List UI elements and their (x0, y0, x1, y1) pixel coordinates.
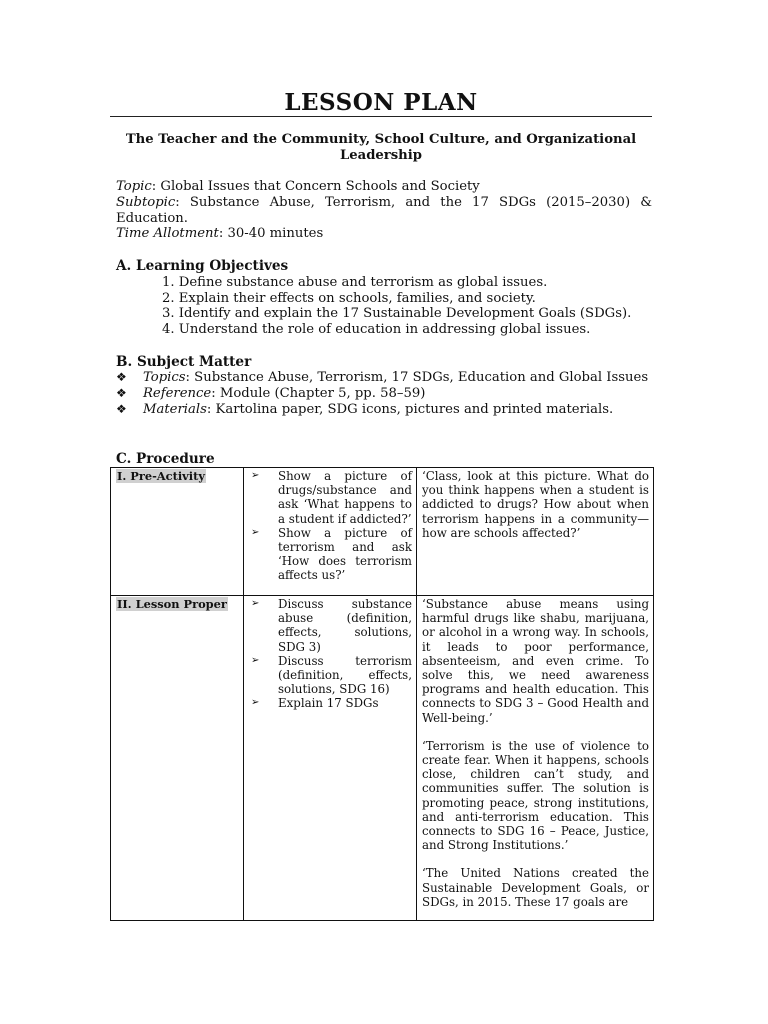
item-label: Reference (143, 386, 212, 401)
arrow-bullet-icon: ➢ (251, 697, 260, 709)
document-title: LESSON PLAN (284, 89, 478, 116)
item-label: Topics (143, 370, 186, 385)
objective-item: 4. Understand the role of education in addressing global issues. (162, 321, 591, 337)
title-underline (110, 116, 652, 117)
activities-cell (244, 596, 417, 921)
course-subtitle: The Teacher and the Community, School Culture, and Organizational Leadership (125, 132, 637, 163)
item-label: Materials (143, 402, 207, 417)
activity-text: Show a picture of drugs/substance and ask ‘What happens to a student if addicted?’ (278, 469, 412, 526)
topic-label: Topic (116, 179, 152, 194)
script-paragraph: ‘The United Nations created the Sustainable Development Goals, or SDGs, in 2015. These 17 goals are (422, 866, 649, 909)
activity-item (249, 696, 412, 710)
activity-item (249, 597, 412, 654)
subject-matter-item: ❖ Topics: Substance Abuse, Terrorism, 17 SDGs, Education and Global Issues (116, 370, 649, 385)
subject-matter-list (116, 370, 652, 418)
activity-text: Discuss terrorism (definition, effects, solutions, SDG 16) (278, 653, 412, 697)
objectives-list (162, 275, 652, 337)
teacher-script-cell (417, 596, 654, 921)
script-paragraph: ‘Class, look at this picture. What do you think happens when a student is addicted to drugs? How about when terrorism happens in a community—how are schools affected?’ (422, 469, 649, 540)
subtopic-label: Subtopic (116, 195, 176, 210)
activity-item (249, 469, 412, 526)
time-allotment-line: Time Allotment: 30-40 minutes (116, 226, 324, 241)
subtopic-value: Substance Abuse, Terrorism, and the 17 SDGs (2015–2030) & Education. (116, 195, 653, 226)
table-row (111, 468, 654, 596)
activity-text: Explain 17 SDGs (278, 696, 379, 711)
diamond-bullet-icon: ❖ (116, 386, 127, 400)
procedure-heading: C. Procedure (116, 451, 215, 467)
arrow-bullet-icon: ➢ (251, 598, 260, 609)
item-text: Module (Chapter 5, pp. 58–59) (219, 386, 426, 401)
objective-item: 2. Explain their effects on schools, families, and society. (162, 290, 536, 306)
subject-matter-item: ❖ Reference: Module (Chapter 5, pp. 58–59) (116, 386, 426, 401)
objective-item: 3. Identify and explain the 17 Sustainable Development Goals (SDGs). (162, 306, 632, 321)
procedure-table (110, 467, 654, 921)
item-text: Kartolina paper, SDG icons, pictures and printed materials. (215, 402, 614, 417)
activity-text: Show a picture of terrorism and ask ‘How does terrorism affects us?’ (278, 525, 412, 583)
teacher-script-cell (417, 468, 654, 596)
phase-cell (111, 596, 244, 921)
objective-item: 1. Define substance abuse and terrorism as global issues. (162, 275, 548, 290)
script-paragraph: ‘Substance abuse means using harmful drugs like shabu, marijuana, or alcohol in a wrong way. In schools, it leads to poor performance, absenteeism, and even crime. To solve this, we need awareness programs and health education. This connects to SDG 3 – Good Health and Well-being.’ (422, 597, 649, 725)
subtopic-line: Subtopic: Substance Abuse, Terrorism, and the 17 SDGs (2015–2030) & Education. (116, 195, 653, 226)
activities-cell (244, 468, 417, 596)
time-value: 30-40 minutes (227, 226, 324, 241)
arrow-bullet-icon: ➢ (251, 654, 260, 666)
phase-label: I. Pre-Activity (117, 469, 205, 483)
activity-text: Discuss substance abuse (definition, effects, solutions, SDG 3) (278, 597, 412, 654)
topic-line: Topic: Global Issues that Concern Schools and Society (116, 179, 480, 194)
learning-objectives-heading: A. Learning Objectives (116, 258, 289, 274)
diamond-bullet-icon: ❖ (116, 402, 127, 416)
script-paragraph: ‘Terrorism is the use of violence to create fear. When it happens, schools close, children can’t study, and communities suffer. The solution is promoting peace, strong institutions, and anti-terrorism education. This connects to SDG 16 – Peace, Justice, and Strong Institutions.’ (422, 738, 649, 853)
phase-label: II. Lesson Proper (117, 597, 227, 611)
topic-value: Global Issues that Concern Schools and Society (160, 179, 480, 194)
time-label: Time Allotment (116, 226, 219, 241)
subject-matter-item: ❖ Materials: Kartolina paper, SDG icons, pictures and printed materials. (116, 402, 614, 417)
activity-item (249, 526, 412, 583)
activity-item (249, 654, 412, 697)
diamond-bullet-icon: ❖ (116, 370, 127, 384)
phase-cell (111, 468, 244, 596)
item-text: Substance Abuse, Terrorism, 17 SDGs, Education and Global Issues (194, 370, 649, 385)
arrow-bullet-icon: ➢ (251, 526, 260, 538)
subject-matter-heading: B. Subject Matter (116, 354, 252, 370)
table-row (111, 596, 654, 921)
arrow-bullet-icon: ➢ (251, 470, 260, 481)
